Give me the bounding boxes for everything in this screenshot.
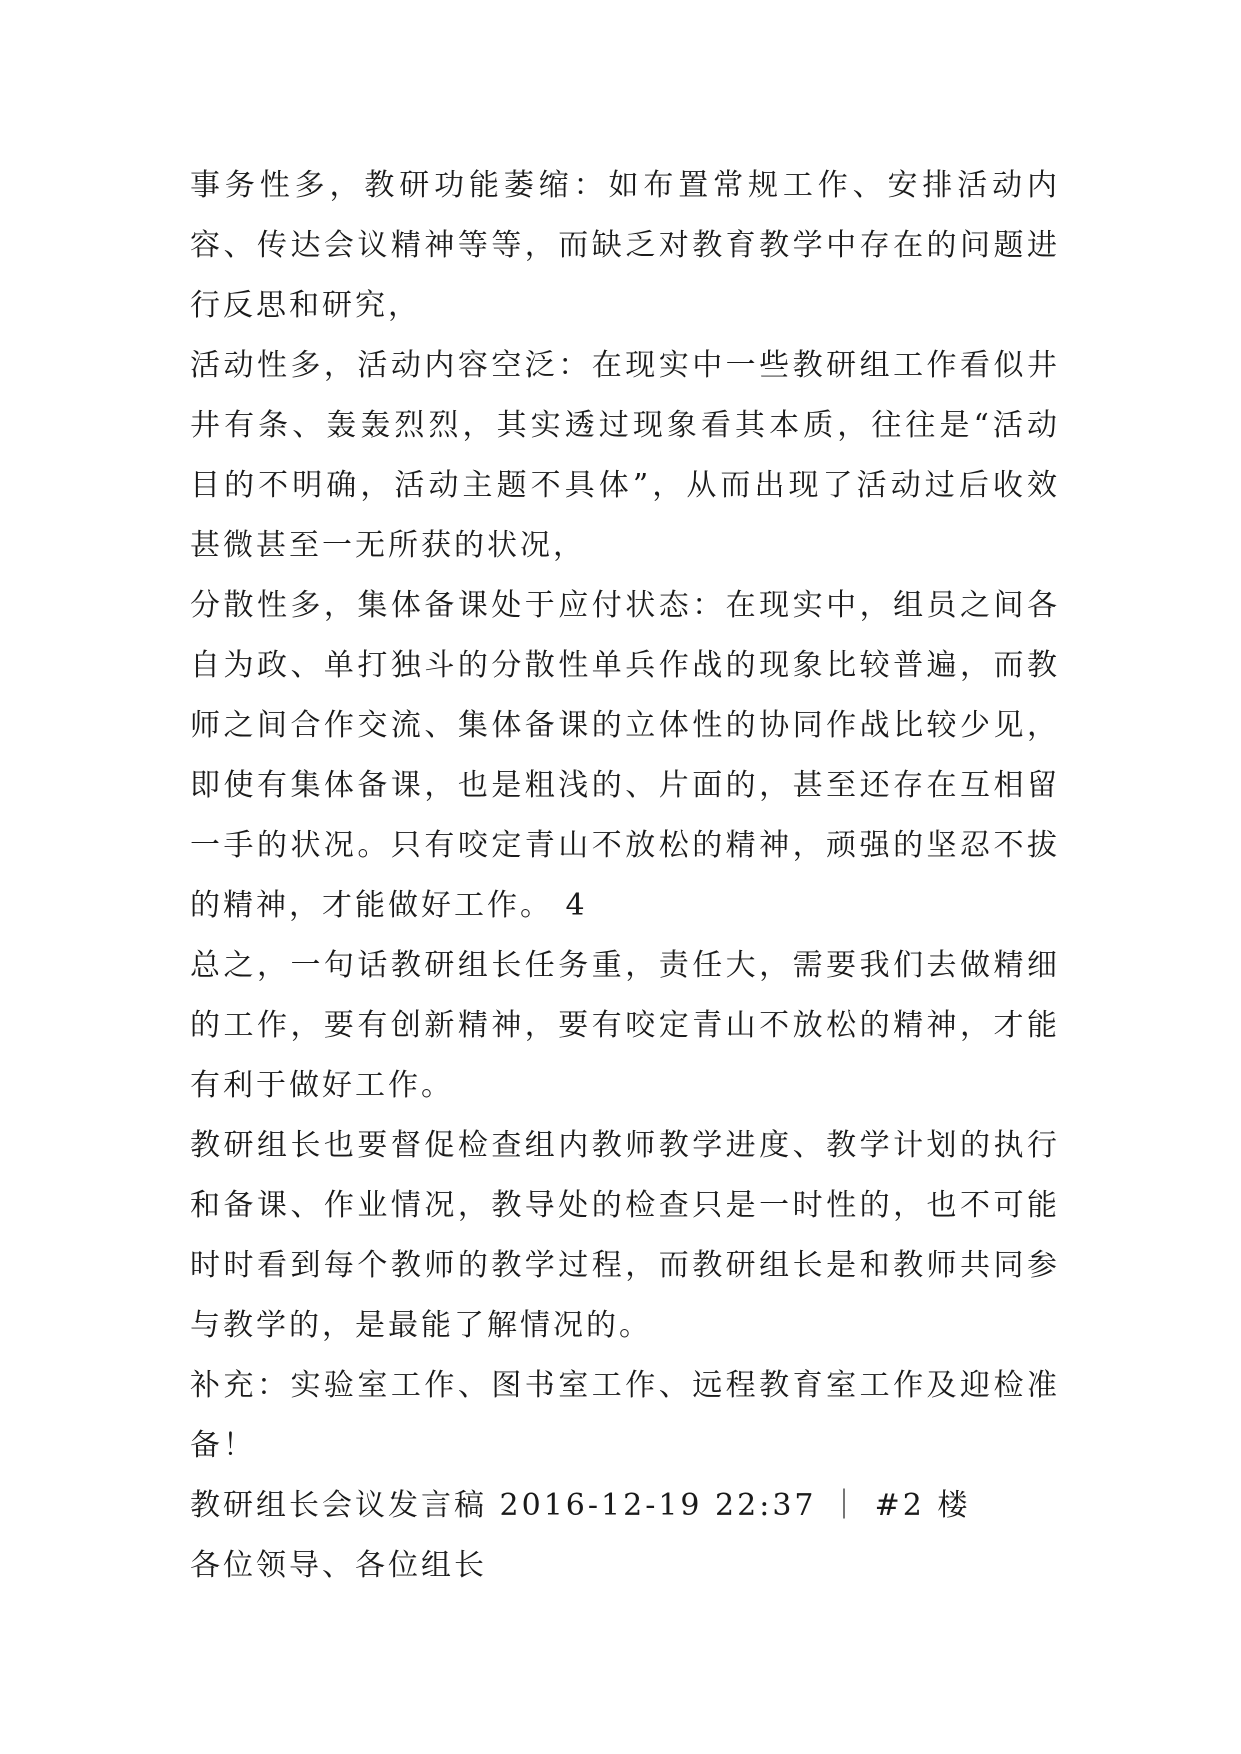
paragraph-activities: 活动性多，活动内容空泛：在现实中一些教研组工作看似井井有条、轰轰烈烈，其实透过现象看其本质，往往是“活动目的不明确，活动主题不具体”，从而出现了活动过后收效甚微甚至一无所获的状况，	[190, 348, 1060, 563]
paragraph-affairs: 事务性多，教研功能萎缩：如布置常规工作、安排活动内容、传达会议精神等等，而缺乏对教育教学中存在的问题进行反思和研究，	[190, 168, 1060, 323]
paragraph-supervision: 教研组长也要督促检查组内教师教学进度、教学计划的执行和备课、作业情况，教导处的检查只是一时性的，也不可能时时看到每个教师的教学过程，而教研组长是和教师共同参与教学的，是最能了解情况的。	[190, 1128, 1060, 1343]
document-page	[190, 156, 1060, 1596]
post-header: 教研组长会议发言稿 2016-12-19 22:37 ｜ #2 楼	[190, 1488, 971, 1523]
paragraph-summary: 总之，一句话教研组长任务重，责任大，需要我们去做精细的工作，要有创新精神，要有咬定青山不放松的精神，才能有利于做好工作。	[190, 948, 1060, 1103]
paragraph-lesson-prep: 分散性多，集体备课处于应付状态：在现实中，组员之间各自为政、单打独斗的分散性单兵作战的现象比较普遍，而教师之间合作交流、集体备课的立体性的协同作战比较少见，即使有集体备课，也是粗浅的、片面的，甚至还存在互相留一手的状况。只有咬定青山不放松的精神，顽强的坚忍不拔的精神，才能做好工作。 4	[190, 588, 1060, 923]
paragraph-greeting: 各位领导、各位组长	[190, 1548, 487, 1583]
paragraph-supplement: 补充：实验室工作、图书室工作、远程教育室工作及迎检准备！	[190, 1368, 1060, 1463]
